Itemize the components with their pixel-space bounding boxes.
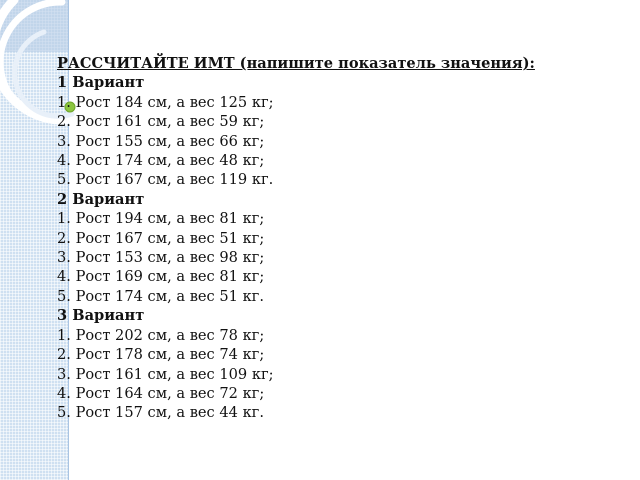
- slide-content: [57, 54, 632, 423]
- variant-3-title: 3 Вариант: [57, 307, 145, 325]
- page-title: РАССЧИТАЙТЕ ИМТ (напишите показатель значения):: [57, 55, 535, 72]
- list-item: 3. Рост 153 см, а вес 98 кг;: [57, 249, 265, 267]
- list-item: 3. Рост 161 см, а вес 109 кг;: [57, 365, 274, 383]
- list-item: 2. Рост 178 см, а вес 74 кг;: [57, 346, 265, 364]
- list-item: 5. Рост 174 см, а вес 51 кг.: [57, 287, 264, 305]
- list-item: 1. Рост 202 см, а вес 78 кг;: [57, 326, 265, 344]
- list-item: 5. Рост 157 см, а вес 44 кг.: [57, 404, 264, 422]
- list-item: 2. Рост 161 см, а вес 59 кг;: [57, 113, 265, 131]
- list-item: 3. Рост 155 см, а вес 66 кг;: [57, 132, 265, 150]
- variant-1-title: 1 Вариант: [57, 74, 145, 92]
- list-item: 2. Рост 167 см, а вес 51 кг;: [57, 229, 265, 247]
- variant-2-title: 2 Вариант: [57, 190, 145, 208]
- list-item: 1. Рост 194 см, а вес 81 кг;: [57, 210, 265, 228]
- list-item: 4. Рост 174 см, а вес 48 кг;: [57, 152, 265, 170]
- list-item: 4. Рост 164 см, а вес 72 кг;: [57, 384, 265, 402]
- list-item: 1. Рост 184 см, а вес 125 кг;: [57, 93, 274, 111]
- list-item: 5. Рост 167 см, а вес 119 кг.: [57, 171, 274, 189]
- list-item: 4. Рост 169 см, а вес 81 кг;: [57, 268, 265, 286]
